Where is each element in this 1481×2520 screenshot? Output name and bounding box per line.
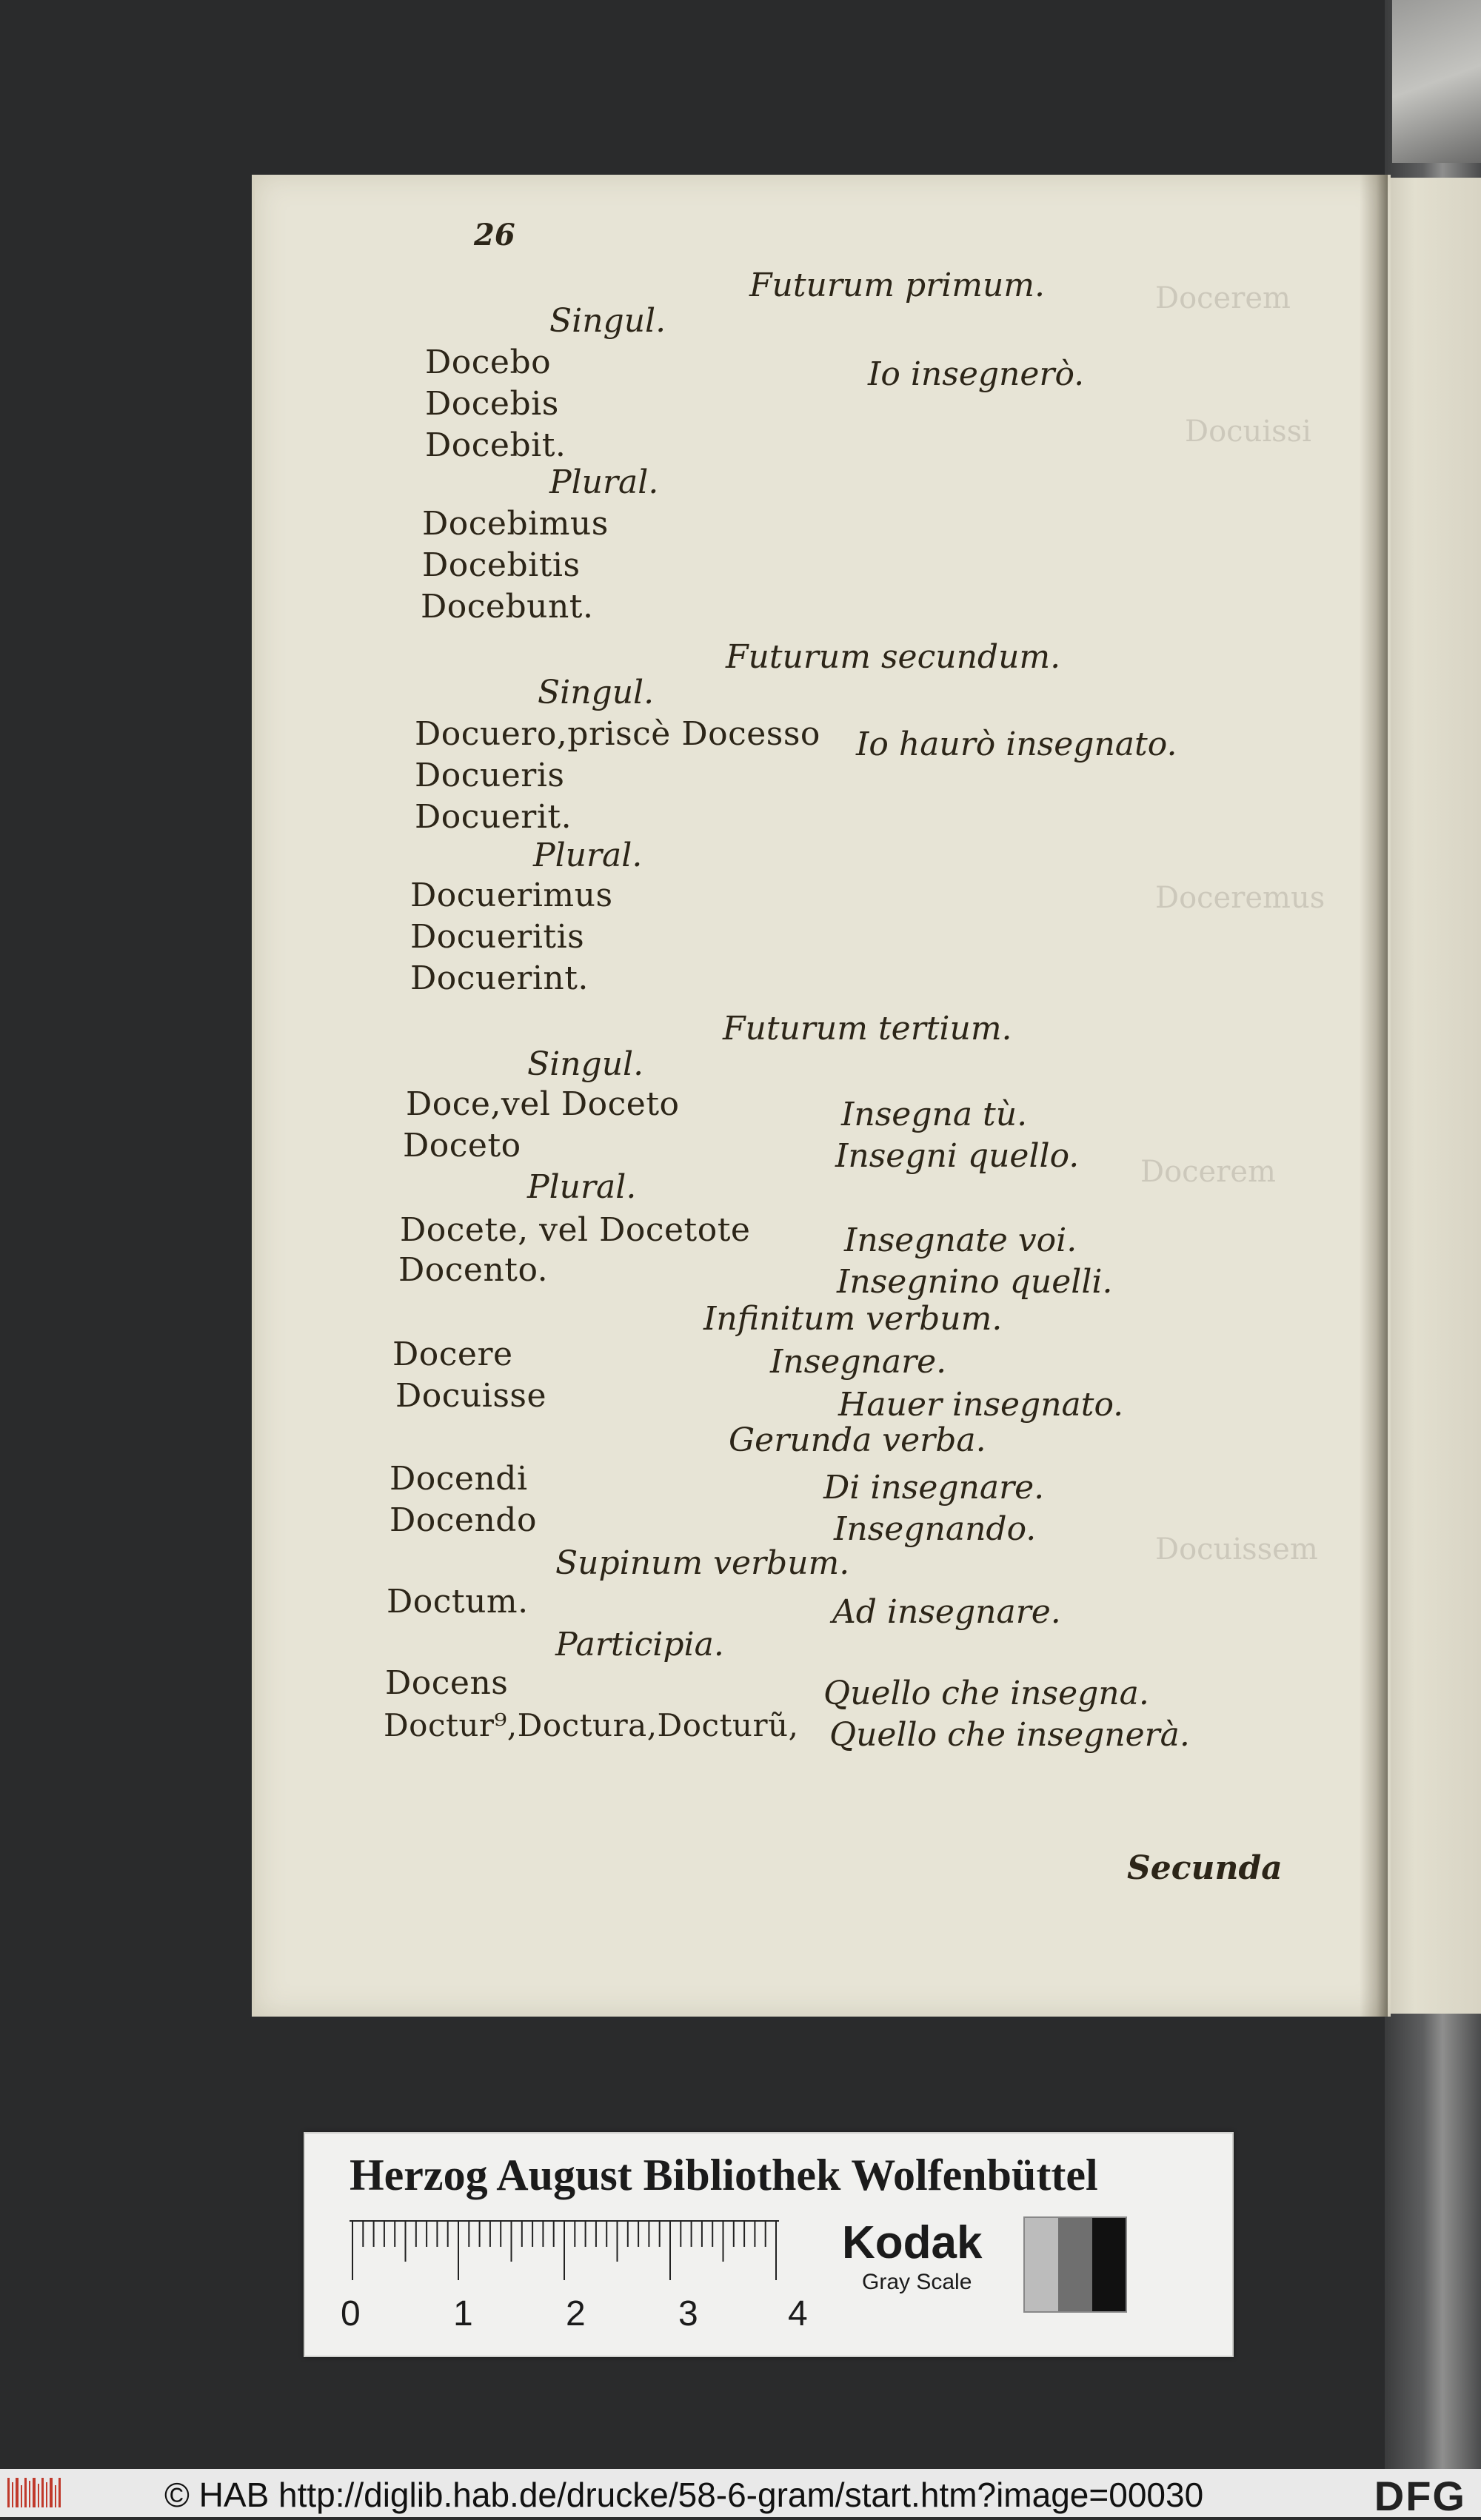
section-heading: Futurum secundum. — [726, 638, 1061, 676]
measurement-ruler — [350, 2219, 779, 2286]
latin-form: Docebo — [425, 344, 552, 381]
barcode-icon — [6, 2475, 62, 2510]
copyright-url[interactable]: © HAB http://diglib.hab.de/drucke/58-6-gram/start.htm?image=00030 — [164, 2476, 1204, 2514]
number-label: Plural. — [549, 463, 659, 501]
italian-translation: Hauer insegnato. — [838, 1386, 1124, 1424]
latin-form: Docebunt. — [421, 588, 594, 626]
latin-form: Docere — [392, 1336, 513, 1373]
latin-form: Docendi — [390, 1460, 528, 1498]
latin-form: Doctur⁹,Doctura,Docturũ, — [384, 1707, 799, 1743]
show-through-text: Docerem — [1140, 1155, 1276, 1189]
swatch-mid — [1058, 2218, 1091, 2311]
latin-form: Docuero,priscè Docesso — [415, 715, 820, 753]
library-name: Herzog August Bibliothek Wolfenbüttel — [350, 2151, 1098, 2199]
latin-form: Docueritis — [410, 918, 585, 956]
latin-form: Docete, vel Docetote — [400, 1211, 751, 1249]
latin-form: Docebit. — [425, 426, 566, 464]
latin-form: Docuisse — [395, 1377, 547, 1415]
latin-form: Docebis — [425, 385, 559, 423]
ruler-number: 1 — [453, 2294, 473, 2333]
italian-translation: Di insegnare. — [823, 1469, 1045, 1507]
ruler-number: 3 — [678, 2294, 698, 2333]
ruler-number: 2 — [566, 2294, 586, 2333]
italian-translation: Io haurò insegnato. — [856, 725, 1177, 763]
number-label: Plural. — [533, 837, 643, 874]
latin-form: Docebitis — [422, 546, 581, 584]
section-heading: Infinitum verbum. — [703, 1300, 1003, 1338]
ruler-number: 0 — [341, 2294, 361, 2333]
page-number: 26 — [474, 218, 515, 252]
latin-form: Docendo — [390, 1501, 537, 1539]
section-heading: Futurum primum. — [749, 267, 1046, 304]
latin-form: Docento. — [398, 1251, 549, 1289]
latin-form: Docebimus — [422, 505, 609, 543]
italian-translation: Quello che insegnerà. — [829, 1716, 1190, 1754]
italian-translation: Quello che insegna. — [823, 1675, 1149, 1712]
show-through-text: Docuissem — [1155, 1532, 1318, 1566]
latin-form: Docuerint. — [410, 959, 589, 997]
gray-swatch — [1023, 2216, 1127, 2313]
kodak-logo: Kodak — [842, 2217, 983, 2268]
number-label: Plural. — [527, 1168, 637, 1206]
latin-form: Doceto — [403, 1127, 521, 1165]
latin-form: Docuerimus — [410, 877, 613, 914]
italian-translation: Io insegnerò. — [868, 355, 1085, 393]
italian-translation: Insegnino quelli. — [837, 1263, 1113, 1301]
latin-form: Docens — [385, 1664, 509, 1702]
italian-translation: Insegna tù. — [841, 1096, 1028, 1133]
footer-bar — [0, 2469, 1481, 2517]
italian-translation: Insegnare. — [770, 1343, 947, 1381]
catchword: Secunda — [1127, 1849, 1283, 1887]
facing-page-edge — [1386, 178, 1481, 2014]
latin-form: Doctum. — [387, 1583, 529, 1621]
number-label: Singul. — [538, 674, 655, 711]
show-through-text: Docerem — [1155, 281, 1291, 315]
italian-translation: Insegnate voi. — [844, 1222, 1077, 1259]
swatch-dark — [1092, 2218, 1126, 2311]
latin-form: Docueris — [415, 757, 565, 794]
italian-translation: Insegni quello. — [835, 1137, 1080, 1175]
italian-translation: Ad insegnare. — [832, 1593, 1061, 1631]
section-heading: Participia. — [555, 1626, 724, 1663]
number-label: Singul. — [527, 1045, 644, 1083]
latin-form: Docuerit. — [415, 798, 572, 836]
gray-scale-label: Gray Scale — [862, 2270, 972, 2294]
ruler-number: 4 — [788, 2294, 808, 2333]
page-gutter-shadow — [1360, 175, 1388, 2017]
latin-form: Doce,vel Doceto — [406, 1085, 680, 1123]
swatch-light — [1025, 2218, 1058, 2311]
italian-translation: Insegnando. — [834, 1510, 1037, 1548]
dfg-logo: DFG — [1374, 2473, 1466, 2519]
section-heading: Gerunda verba. — [729, 1421, 986, 1459]
section-heading: Futurum tertium. — [723, 1010, 1012, 1048]
color-calibration-card — [304, 2132, 1234, 2357]
section-heading: Supinum verbum. — [555, 1544, 850, 1582]
glass-reflection — [1392, 0, 1481, 163]
show-through-text: Doceremus — [1155, 881, 1325, 915]
number-label: Singul. — [549, 302, 666, 340]
show-through-text: Docuissi — [1185, 415, 1311, 449]
